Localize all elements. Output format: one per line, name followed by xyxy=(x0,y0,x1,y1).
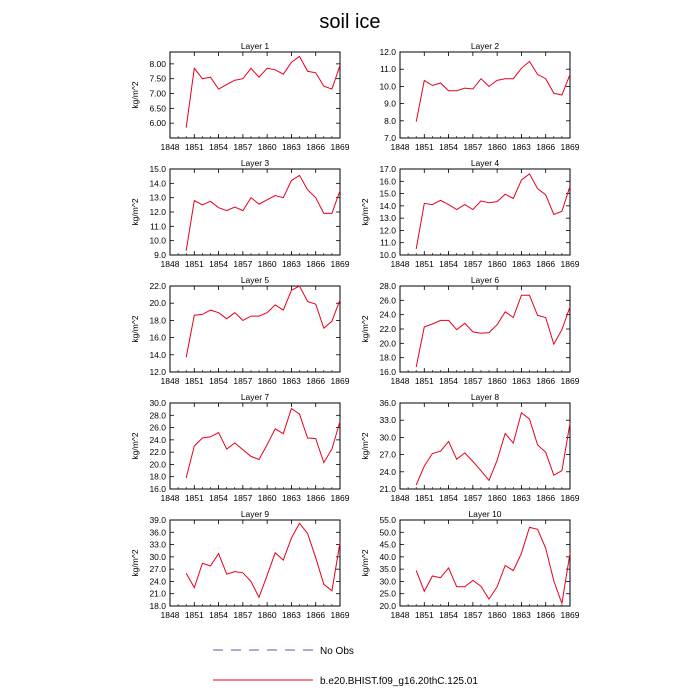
x-tick-label: 1851 xyxy=(184,259,204,269)
x-tick-label: 1863 xyxy=(281,376,301,386)
panel-layer-4 xyxy=(360,158,580,269)
x-tick-label: 1869 xyxy=(560,610,580,620)
x-tick-label: 1863 xyxy=(511,142,531,152)
y-tick-label: 12.0 xyxy=(379,47,396,57)
series-line xyxy=(416,413,570,485)
x-tick-label: 1869 xyxy=(560,259,580,269)
y-tick-label: 13.0 xyxy=(379,213,396,224)
panel-title: Layer 1 xyxy=(240,41,270,51)
y-tick-label: 30.0 xyxy=(149,551,166,562)
x-tick-label: 1857 xyxy=(463,259,483,269)
x-tick-label: 1854 xyxy=(209,376,229,386)
series-line xyxy=(416,174,570,249)
x-tick-label: 1869 xyxy=(330,610,350,620)
series-line xyxy=(186,523,340,597)
legend xyxy=(213,646,478,687)
panel-layer-2 xyxy=(379,41,579,152)
x-tick-label: 1848 xyxy=(390,610,410,620)
x-tick-label: 1848 xyxy=(160,259,180,269)
y-tick-label: 14.0 xyxy=(149,178,166,189)
y-tick-label: 8.0 xyxy=(384,115,396,126)
y-tick-label: 16.0 xyxy=(379,367,396,377)
y-tick-label: 11.0 xyxy=(380,64,396,75)
y-tick-label: 10.0 xyxy=(379,81,396,92)
y-tick-label: 26.0 xyxy=(379,295,396,306)
y-tick-label: 20.0 xyxy=(379,601,396,611)
panel-title: Layer 5 xyxy=(240,275,270,285)
panel-title: Layer 10 xyxy=(468,509,502,519)
y-tick-label: 45.0 xyxy=(379,539,396,550)
x-tick-label: 1863 xyxy=(281,259,301,269)
y-tick-label: 28.0 xyxy=(149,410,166,421)
y-tick-label: 16.0 xyxy=(149,332,166,343)
panel-title: Layer 2 xyxy=(470,41,500,51)
x-tick-label: 1860 xyxy=(257,610,277,620)
panel-layer-1 xyxy=(130,41,350,152)
x-tick-label: 1863 xyxy=(281,610,301,620)
x-tick-label: 1851 xyxy=(414,259,434,269)
x-tick-label: 1854 xyxy=(439,259,459,269)
x-tick-label: 1854 xyxy=(439,142,459,152)
figure-title: soil ice xyxy=(319,11,381,33)
y-tick-label: 14.0 xyxy=(149,349,166,360)
panel-layer-9 xyxy=(130,509,350,620)
x-tick-label: 1857 xyxy=(233,610,253,620)
y-tick-label: 27.0 xyxy=(379,449,396,460)
panel-title: Layer 6 xyxy=(470,275,500,285)
x-tick-label: 1869 xyxy=(560,493,580,503)
x-tick-label: 1848 xyxy=(160,376,180,386)
series-line xyxy=(186,56,340,127)
x-tick-label: 1866 xyxy=(536,376,556,386)
x-tick-label: 1851 xyxy=(414,493,434,503)
x-tick-label: 1860 xyxy=(487,142,507,152)
y-tick-label: 16.0 xyxy=(149,484,166,494)
y-tick-label: 9.0 xyxy=(154,250,166,260)
x-tick-label: 1860 xyxy=(487,493,507,503)
y-tick-label: 26.0 xyxy=(149,422,166,433)
x-tick-label: 1863 xyxy=(511,259,531,269)
series-line xyxy=(416,527,570,603)
y-tick-label: 27.0 xyxy=(149,564,166,575)
y-tick-label: 16.0 xyxy=(379,176,396,187)
x-tick-label: 1854 xyxy=(439,610,459,620)
x-tick-label: 1866 xyxy=(536,493,556,503)
series-line xyxy=(186,175,340,250)
y-tick-label: 22.0 xyxy=(149,281,166,291)
y-axis-label: kg/m^2 xyxy=(360,315,370,343)
plot-frame xyxy=(170,286,340,372)
x-tick-label: 1860 xyxy=(257,142,277,152)
panel-layer-8 xyxy=(360,392,580,503)
x-tick-label: 1851 xyxy=(184,376,204,386)
y-tick-label: 10.0 xyxy=(379,250,396,260)
panel-title: Layer 4 xyxy=(470,158,500,168)
y-axis-label: kg/m^2 xyxy=(130,432,140,460)
y-axis-label: kg/m^2 xyxy=(360,432,370,460)
plot-frame xyxy=(400,286,570,372)
x-tick-label: 1866 xyxy=(536,610,556,620)
x-tick-label: 1848 xyxy=(390,493,410,503)
panel-title: Layer 3 xyxy=(240,158,270,168)
x-tick-label: 1851 xyxy=(184,493,204,503)
series-line xyxy=(186,409,340,478)
panel-layer-6 xyxy=(360,275,580,386)
y-tick-label: 15.0 xyxy=(149,164,166,174)
x-tick-label: 1854 xyxy=(209,142,229,152)
plot-frame xyxy=(400,52,570,138)
y-tick-label: 24.0 xyxy=(379,309,396,320)
series-line xyxy=(416,295,570,367)
y-tick-label: 33.0 xyxy=(379,415,396,426)
panel-title: Layer 8 xyxy=(470,392,500,402)
y-tick-label: 30.0 xyxy=(379,576,396,587)
y-tick-label: 12.0 xyxy=(379,225,396,236)
x-tick-label: 1863 xyxy=(511,493,531,503)
y-tick-label: 24.0 xyxy=(149,576,166,587)
x-tick-label: 1866 xyxy=(536,142,556,152)
x-tick-label: 1860 xyxy=(257,376,277,386)
y-tick-label: 24.0 xyxy=(379,466,396,477)
y-tick-label: 20.0 xyxy=(149,298,166,309)
y-tick-label: 24.0 xyxy=(149,434,166,445)
y-tick-label: 35.0 xyxy=(379,564,396,575)
series-line xyxy=(186,286,340,357)
x-tick-label: 1860 xyxy=(487,610,507,620)
x-tick-label: 1848 xyxy=(390,376,410,386)
x-tick-label: 1860 xyxy=(257,493,277,503)
x-tick-label: 1869 xyxy=(560,142,580,152)
legend-label-no-obs: No Obs xyxy=(320,646,354,657)
x-tick-label: 1869 xyxy=(560,376,580,386)
y-tick-label: 11.0 xyxy=(150,221,166,232)
plot-frame xyxy=(170,169,340,255)
x-tick-label: 1857 xyxy=(463,376,483,386)
y-tick-label: 22.0 xyxy=(379,324,396,334)
y-tick-label: 55.0 xyxy=(379,515,396,525)
y-tick-label: 9.0 xyxy=(384,98,396,109)
series-line xyxy=(416,62,570,122)
x-tick-label: 1866 xyxy=(306,259,326,269)
x-tick-label: 1857 xyxy=(233,493,253,503)
x-tick-label: 1851 xyxy=(184,142,204,152)
x-tick-label: 1863 xyxy=(281,142,301,152)
x-tick-label: 1866 xyxy=(306,376,326,386)
x-tick-label: 1854 xyxy=(439,376,459,386)
x-tick-label: 1854 xyxy=(209,493,229,503)
y-tick-label: 22.0 xyxy=(149,447,166,458)
x-tick-label: 1866 xyxy=(306,610,326,620)
x-tick-label: 1863 xyxy=(511,376,531,386)
x-tick-label: 1851 xyxy=(414,376,434,386)
x-tick-label: 1857 xyxy=(233,376,253,386)
x-tick-label: 1860 xyxy=(487,259,507,269)
panel-title: Layer 9 xyxy=(240,509,270,519)
x-tick-label: 1857 xyxy=(233,142,253,152)
panel-layer-5 xyxy=(130,275,350,386)
y-tick-label: 6.00 xyxy=(149,118,166,129)
y-tick-label: 21.0 xyxy=(149,588,166,599)
x-tick-label: 1863 xyxy=(511,610,531,620)
y-tick-label: 36.0 xyxy=(149,527,166,538)
y-tick-label: 18.0 xyxy=(379,352,396,363)
x-tick-label: 1857 xyxy=(233,259,253,269)
x-tick-label: 1863 xyxy=(281,493,301,503)
plot-frame xyxy=(170,403,340,489)
x-tick-label: 1851 xyxy=(184,610,204,620)
y-tick-label: 18.0 xyxy=(149,315,166,326)
y-tick-label: 25.0 xyxy=(379,588,396,599)
plot-frame xyxy=(170,52,340,138)
y-tick-label: 12.0 xyxy=(149,207,166,217)
x-tick-label: 1848 xyxy=(160,610,180,620)
x-tick-label: 1848 xyxy=(160,142,180,152)
y-tick-label: 11.0 xyxy=(380,237,396,248)
y-tick-label: 30.0 xyxy=(379,432,396,443)
x-tick-label: 1854 xyxy=(209,610,229,620)
y-tick-label: 50.0 xyxy=(379,527,396,538)
y-axis-label: kg/m^2 xyxy=(360,549,370,577)
panel-layer-3 xyxy=(130,158,350,269)
y-tick-label: 8.00 xyxy=(149,58,166,69)
y-axis-label: kg/m^2 xyxy=(130,315,140,343)
y-axis-label: kg/m^2 xyxy=(130,81,140,109)
x-tick-label: 1857 xyxy=(463,142,483,152)
panels-grid xyxy=(130,41,580,620)
y-tick-label: 18.0 xyxy=(149,471,166,482)
panel-layer-7 xyxy=(130,392,350,503)
y-tick-label: 6.50 xyxy=(149,103,166,114)
x-tick-label: 1851 xyxy=(414,610,434,620)
panel-title: Layer 7 xyxy=(240,392,270,402)
x-tick-label: 1869 xyxy=(330,376,350,386)
legend-label-model: b.e20.BHIST.f09_g16.20thC.125.01 xyxy=(320,676,478,687)
x-tick-label: 1869 xyxy=(330,142,350,152)
y-tick-label: 7.00 xyxy=(149,88,166,99)
y-axis-label: kg/m^2 xyxy=(130,198,140,226)
y-tick-label: 7.50 xyxy=(149,73,166,84)
y-tick-label: 40.0 xyxy=(379,551,396,562)
y-tick-label: 20.0 xyxy=(149,459,166,470)
y-tick-label: 33.0 xyxy=(149,539,166,550)
y-tick-label: 13.0 xyxy=(149,192,166,203)
x-tick-label: 1848 xyxy=(160,493,180,503)
y-tick-label: 21.0 xyxy=(379,484,396,494)
y-tick-label: 12.0 xyxy=(149,367,166,377)
x-tick-label: 1857 xyxy=(463,610,483,620)
y-tick-label: 17.0 xyxy=(379,164,396,174)
x-tick-label: 1860 xyxy=(257,259,277,269)
x-tick-label: 1869 xyxy=(330,259,350,269)
x-tick-label: 1848 xyxy=(390,259,410,269)
y-tick-label: 28.0 xyxy=(379,281,396,291)
plot-frame xyxy=(170,520,340,606)
x-tick-label: 1857 xyxy=(463,493,483,503)
x-tick-label: 1866 xyxy=(306,493,326,503)
x-tick-label: 1866 xyxy=(536,259,556,269)
y-tick-label: 36.0 xyxy=(379,398,396,408)
y-axis-label: kg/m^2 xyxy=(130,549,140,577)
y-tick-label: 18.0 xyxy=(149,601,166,611)
y-axis-label: kg/m^2 xyxy=(360,198,370,226)
y-tick-label: 7.0 xyxy=(384,133,396,143)
y-tick-label: 39.0 xyxy=(149,515,166,525)
x-tick-label: 1854 xyxy=(209,259,229,269)
y-tick-label: 14.0 xyxy=(379,200,396,211)
x-tick-label: 1866 xyxy=(306,142,326,152)
x-tick-label: 1854 xyxy=(439,493,459,503)
plot-frame xyxy=(400,169,570,255)
y-tick-label: 20.0 xyxy=(379,338,396,349)
x-tick-label: 1848 xyxy=(390,142,410,152)
x-tick-label: 1860 xyxy=(487,376,507,386)
panel-layer-10 xyxy=(360,509,580,620)
x-tick-label: 1851 xyxy=(414,142,434,152)
y-tick-label: 30.0 xyxy=(149,398,166,408)
y-tick-label: 10.0 xyxy=(149,235,166,246)
x-tick-label: 1869 xyxy=(330,493,350,503)
y-tick-label: 15.0 xyxy=(379,188,396,199)
